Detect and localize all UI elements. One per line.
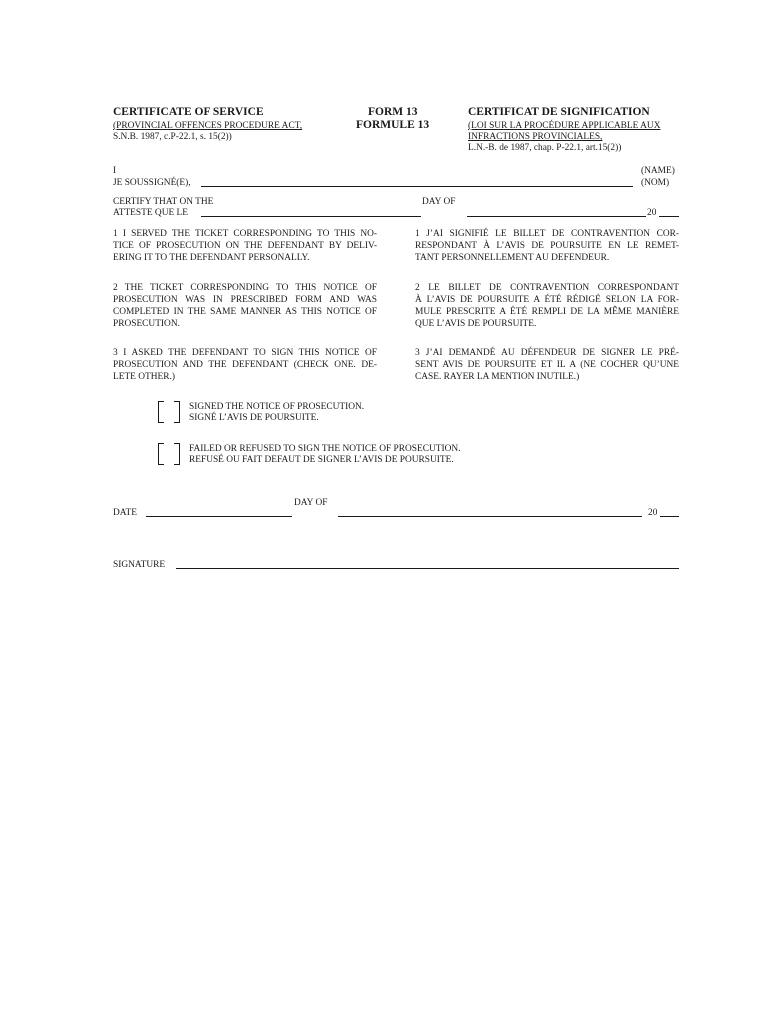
date-label: DATE	[113, 508, 137, 518]
refused-label-en: FAILED OR REFUSED TO SIGN THE NOTICE OF PROSECUTION.	[189, 444, 461, 454]
act-name-fr-line1: (LOI SUR LA PROCÉDURE APPLICABLE AUX	[468, 121, 661, 131]
item-3-fr: 3 J’AI DEMANDÉ AU DÉFENDEUR DE SIGNER LE PRÉ- SENT AVIS DE POURSUITE ET IL A (NE COCHER QU’UNE CASE. RAYER LA MENTION INUTILE.)	[415, 348, 679, 382]
act-reference-en: S.N.B. 1987, c.P-22.1, s. 15(2))	[113, 132, 232, 142]
item-2-en: 2 THE TICKET CORRESPONDING TO THIS NOTICE OF PROSECUTION WAS IN PRESCRIBED FORM AND WAS COMPLETED IN THE SAME MANNER AS THIS NOTICE OF PROSECUTION.	[113, 283, 377, 329]
name-label-fr: JE SOUSSIGNÉ(E),	[113, 178, 191, 188]
date-month-line[interactable]	[338, 516, 642, 517]
refused-checkbox[interactable]	[158, 443, 180, 465]
name-label-en: I	[113, 166, 117, 176]
date-year-line[interactable]	[660, 516, 679, 517]
item-1-en: 1 I SERVED THE TICKET CORRESPONDING TO THIS NO- TICE OF PROSECUTION ON THE DEFENDANT BY DELIV- ERING IT TO THE DEFENDANT PERSONALLY.	[113, 229, 377, 263]
name-suffix-en: (NAME)	[641, 166, 675, 176]
item-2-fr: 2 LE BILLET DE CONTRAVENTION CORRESPONDANT À L’AVIS DE POURSUITE A ÉTÉ RÉDIGÉ SELON LA FOR- MULE PRESCRITE A ÉTÉ REMPLI DE LA MÊME MANIÈRE QUE L’AVIS DE POURSUITE.	[415, 283, 679, 329]
signed-checkbox[interactable]	[158, 401, 180, 423]
act-name-en: (PROVINCIAL OFFENCES PROCEDURE ACT,	[113, 121, 303, 131]
refused-label-fr: REFUSÉ OU FAIT DEFAUT DE SIGNER L’AVIS DE POURSUITE.	[189, 455, 454, 465]
form-number-en: FORM 13	[368, 106, 418, 118]
act-name-fr-line2: INFRACTIONS PROVINCIALES,	[468, 132, 603, 142]
date-year-prefix: 20	[648, 508, 658, 518]
name-suffix-fr: (NOM)	[641, 178, 670, 188]
certify-month-line[interactable]	[467, 216, 646, 217]
certify-day-line[interactable]	[201, 216, 421, 217]
certify-year-prefix: 20	[647, 208, 657, 218]
signature-line[interactable]	[176, 568, 679, 569]
act-reference-fr: L.N.-B. de 1987, chap. P-22.1, art.15(2))	[468, 143, 622, 153]
item-3-en: 3 I ASKED THE DEFENDANT TO SIGN THIS NOTICE OF PROSECUTION AND THE DEFENDANT (CHECK ONE. DE- LETE OTHER.)	[113, 348, 377, 382]
certify-label-en: CERTIFY THAT ON THE	[113, 197, 214, 207]
form-number-fr: FORMULE 13	[356, 119, 430, 131]
certificate-title-en: CERTIFICATE OF SERVICE	[113, 106, 264, 118]
name-field-line[interactable]	[201, 186, 633, 187]
certify-label-fr: ATTESTE QUE LE	[113, 208, 188, 218]
certificate-title-fr: CERTIFICAT DE SIGNIFICATION	[468, 106, 650, 118]
certify-year-line[interactable]	[659, 216, 679, 217]
date-day-line[interactable]	[146, 516, 292, 517]
signature-label: SIGNATURE	[113, 560, 166, 570]
signed-label-en: SIGNED THE NOTICE OF PROSECUTION.	[189, 402, 365, 412]
certify-day-of-label: DAY OF	[422, 197, 456, 207]
item-1-fr: 1 J’AI SIGNIFIÉ LE BILLET DE CONTRAVENTION COR- RESPONDANT À L’AVIS DE POURSUITE EN LE REMET- TANT PERSONNELLEMENT AU DEFENDEUR.	[415, 229, 679, 263]
date-day-of-label: DAY OF	[294, 498, 328, 508]
signed-label-fr: SIGNÉ L’AVIS DE POURSUITE.	[189, 413, 319, 423]
